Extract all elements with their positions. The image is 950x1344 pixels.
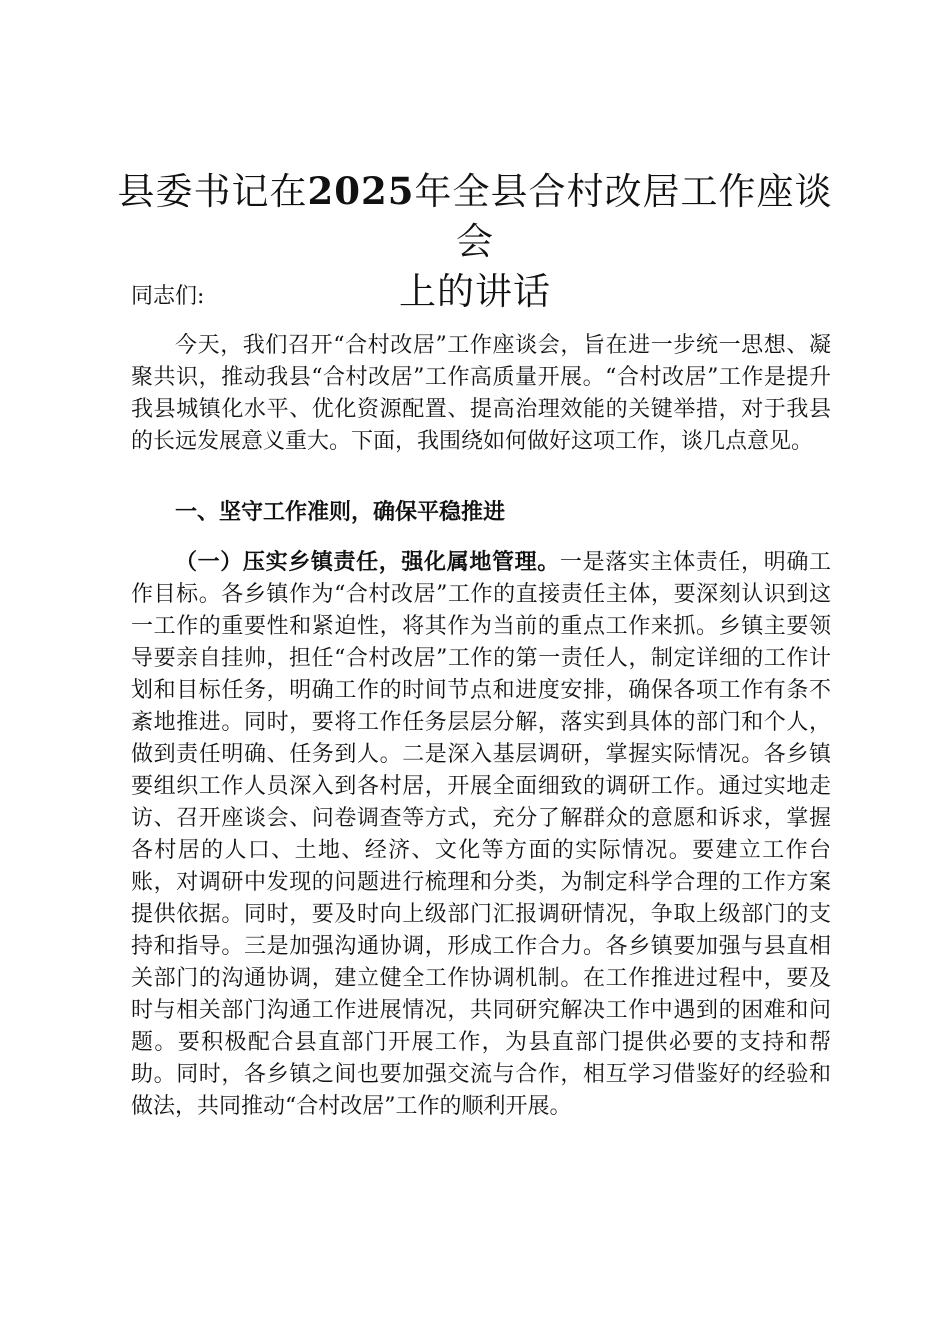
subsection-body: 一是落实主体责任，明确工作目标。各乡镇作为“合村改居”工作的直接责任主体，要深刻认识到这一工作的重要性和紧迫性，将其作为当前的重点工作来抓。乡镇主要领导要亲自挂帅，担任“合村改居”工作的第一责任人，制定详细的工作计划和目标任务，明确工作的时间节点和进度安排，确保各项工作有条不紊地推进。同时，要将工作任务层层分解，落实到具体的部门和个人，做到责任明确、任务到人。二是深入基层调研，掌握实际情况。各乡镇要组织工作人员深入到各村居，开展全面细致的调研工作。通过实地走访、召开座谈会、问卷调查等方式，充分了解群众的意愿和诉求，掌握各村居的人口、土地、经济、文化等方面的实际情况。要建立工作台账，对调研中发现的问题进行梳理和分类，为制定科学合理的工作方案提供依据。同时，要及时向上级部门汇报调研情况，争取上级部门的支持和指导。三是加强沟通协调，形成工作合力。各乡镇要加强与县直相关部门的沟通协调，建立健全工作协调机制。在工作推进过程中，要及时与相关部门沟通工作进展情况，共同研究解决工作中遇到的困难和问题。要积极配合县直部门开展工作，为县直部门提供必要的支持和帮助。同时，各乡镇之间也要加强交流与合作，相互学习借鉴好的经验和做法，共同推动“合村改居”工作的顺利开展。 bbox=[131, 550, 831, 1119]
subsection-paragraph bbox=[131, 546, 831, 1123]
title-prefix: 县委书记在 bbox=[117, 170, 308, 213]
greeting: 同志们: bbox=[131, 284, 205, 309]
intro-paragraph: 今天，我们召开“合村改居”工作座谈会，旨在进一步统一思想、凝聚共识，推动我县“合村改居”工作高质量开展。“合村改居”工作是提升我县城镇化水平、优化资源配置、提高治理效能的关键举措，对于我县的长远发展意义重大。下面，我围绕如何做好这项工作，谈几点意见。 bbox=[131, 333, 831, 454]
section-heading: 一、坚守工作准则，确保平稳推进 bbox=[175, 499, 506, 525]
title-line-1 bbox=[110, 166, 840, 267]
title-line-2: 上的讲话 bbox=[399, 270, 551, 313]
document-title bbox=[110, 166, 840, 317]
title-year: 2025 bbox=[307, 169, 415, 213]
title-suffix: 年全县合村改居工作座谈会 bbox=[414, 170, 833, 263]
subsection-lead: （一）压实乡镇责任，强化属地管理。 bbox=[175, 549, 560, 575]
